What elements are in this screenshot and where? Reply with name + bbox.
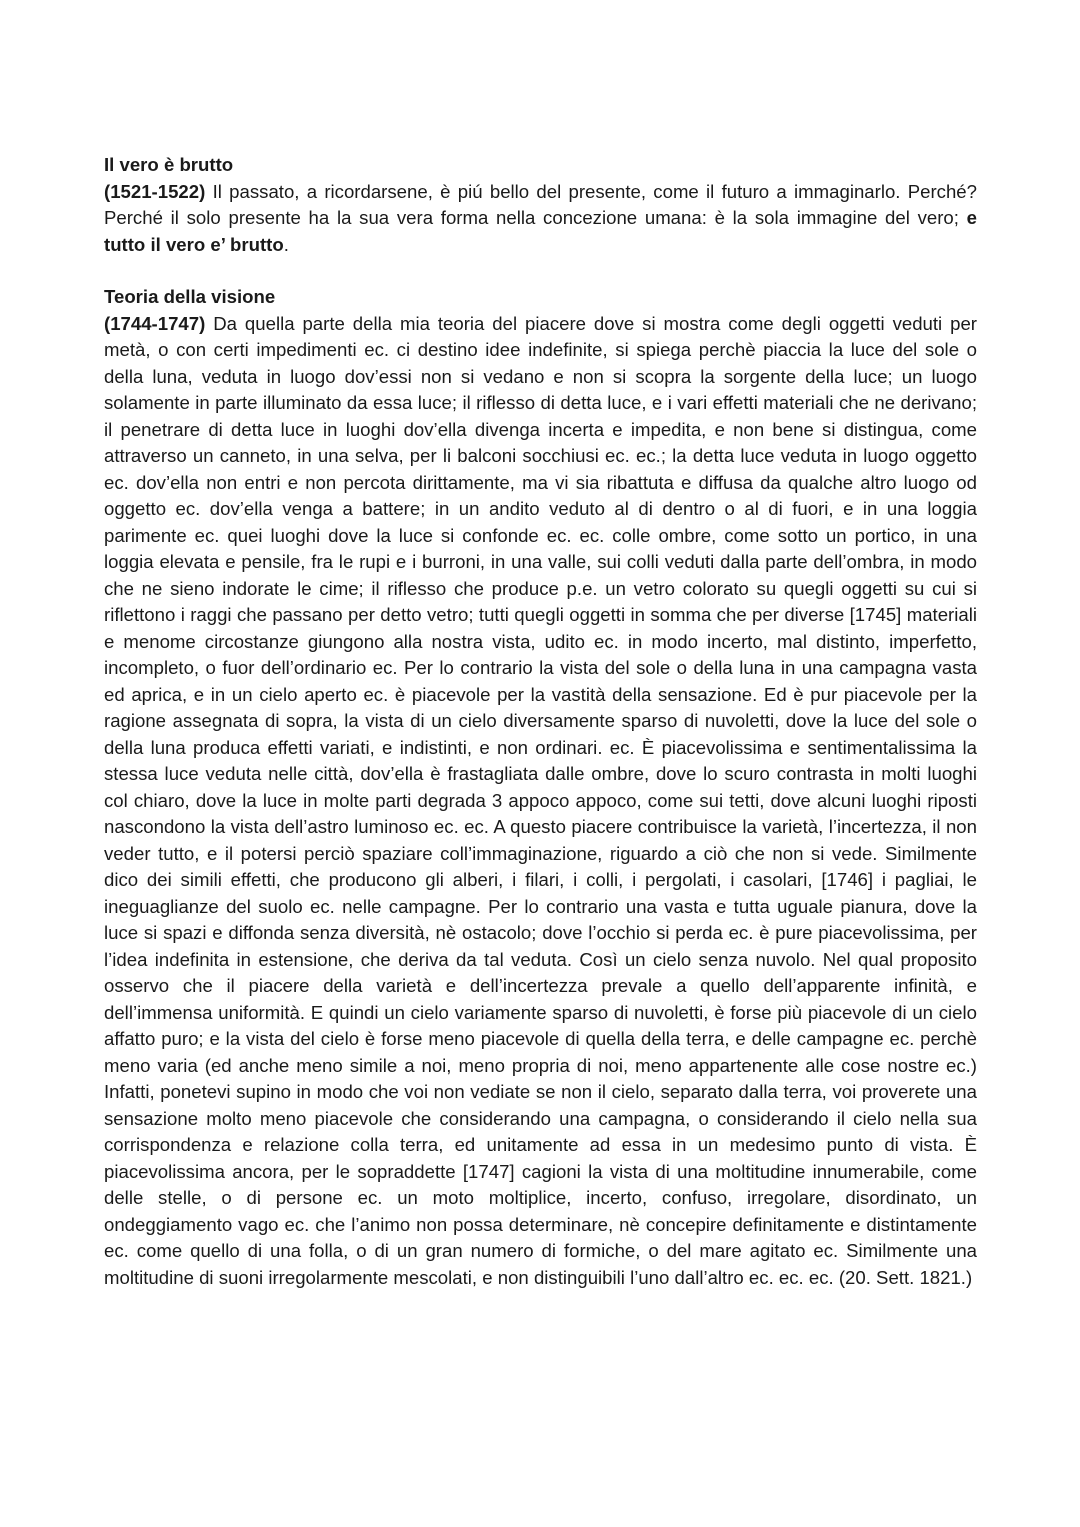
section-title: Teoria della visione (104, 286, 276, 307)
section-title: Il vero è brutto (104, 154, 234, 175)
document-page (104, 152, 977, 1291)
section-spacer (104, 258, 977, 284)
section-teoria-della-visione (104, 284, 977, 1291)
section-il-vero-e-brutto (104, 152, 977, 258)
paragraph-text: Da quella parte della mia teoria del piacere dove si mostra come degli oggetti veduti per metà, o con certi impedimenti ec. ci destino idee indefinite, si spiega perchè piaccia la luce del sole o della luna, veduta in luogo dov’essi non si vedano e non si scopra la sorgente della luce; un luogo solamente in parte illuminato da essa luce; il riflesso di detta luce, e i vari effetti materiali che ne derivano; il penetrare di detta luce in luoghi dov’ella divenga incerta e impedita, e non bene si distingua, come attraverso un canneto, in una selva, per li balconi socchiusi ec. ec.; la detta luce veduta in luogo oggetto ec. dov’ella non entri e non percota dirittamente, ma vi sia ribattuta e diffusa da qualche altro luogo od oggetto ec. dov’ella venga a battere; in un andito veduto al di dentro o al di fuori, e in una loggia parimente ec. quei luoghi dove la luce si confonde ec. ec. colle ombre, come sotto un portico, in una loggia elevata e pensile, fra le rupi e i burroni, in una valle, sui colli veduti dalla parte dell’ombra, in modo che ne sieno indorate le cime; il riflesso che produce p.e. un vetro colorato su quegli oggetti su cui si riflettono i raggi che passano per detto vetro; tutti quegli oggetti in somma che per diverse [1745] materiali e menome circostanze giungono alla nostra vista, udito ec. in modo incerto, mal distinto, imperfetto, incompleto, o fuor dell’ordinario ec. Per lo contrario la vista del sole o della luna in una campagna vasta ed aprica, e in un cielo aperto ec. è piacevole per la vastità della sensazione. Ed è pur piacevole per la ragione assegnata di sopra, la vista di un cielo diversamente sparso di nuvoletti, dove la luce del sole o della luna produca effetti variati, e indistinti, e non ordinari. ec. È piacevolissima e sentimentalissima la stessa luce veduta nelle città, dov’ella è frastagliata dalle ombre, dove lo scuro contrasta in molti luoghi col chiaro, dove la luce in molte parti degrada 3 appoco appoco, come sui tetti, dove alcuni luoghi riposti nascondono la vista dell’astro luminoso ec. ec. A questo piacere contribuisce la varietà, l’incertezza, il non veder tutto, e il potersi perciò spaziare coll’immaginazione, riguardo a ciò che non si vede. Similmente dico dei simili effetti, che producono gli alberi, i filari, i colli, i pergolati, i casolari, [1746] i pagliai, le ineguaglianze del suolo ec. nelle campagne. Per lo contrario una vasta e tutta uguale pianura, dove la luce si spazi e diffonda senza diversità, nè ostacolo; dove l’occhio si perda ec. è pure piacevolissima, per l’idea indefinita in estensione, che deriva da tal veduta. Così un cielo senza nuvolo. Nel qual proposito osservo che il piacere della varietà e dell’incertezza prevale a quello dell’apparente infinità, e dell’immensa uniformità. E quindi un cielo variamente sparso di nuvoletti, è forse più piacevole di un cielo affatto puro; e la vista del cielo è forse meno piacevole di quella della terra, e delle campagne ec. perchè meno varia (ed anche meno simile a noi, meno propria di noi, meno appartenente alle cose nostre ec.) Infatti, ponetevi supino in modo che voi non vediate se non il cielo, separato dalla terra, voi proverete una sensazione molto meno piacevole che considerando una campagna, o considerando il cielo nella sua corrispondenza e relazione colla terra, ed unitamente ad essa in un medesimo punto di vista. È piacevolissima ancora, per le sopraddette [1747] cagioni la vista di una moltitudine innumerabile, come delle stelle, o di persone ec. un moto moltiplice, incerto, confuso, irregolare, disordinato, un ondeggiamento vago ec. che l’animo non possa determinare, nè concepire definitamente e distintamente ec. come quello di una folla, o di un gran numero di formiche, o del mare agitato ec. Similmente una moltitudine di suoni irregolarmente mescolati, e non distinguibili l’uno dall’altro ec. ec. ec. (20. Sett. 1821.) (104, 312, 977, 1288)
paragraph-text-end: . (283, 233, 289, 255)
paragraph-text: Il passato, a ricordarsene, è piú bello del presente, come il futuro a immaginarlo. Perché? Perché il solo presente ha la sua vera forma nella concezione umana: è la sola immagine del vero; (104, 180, 977, 228)
section-paragraph (104, 311, 977, 1292)
emphasized-text: e tutto il vero e’ brutto (104, 207, 977, 255)
section-paragraph (104, 179, 977, 259)
page-reference: (1744-1747) (104, 312, 206, 334)
page-reference: (1521-1522) (104, 180, 206, 202)
